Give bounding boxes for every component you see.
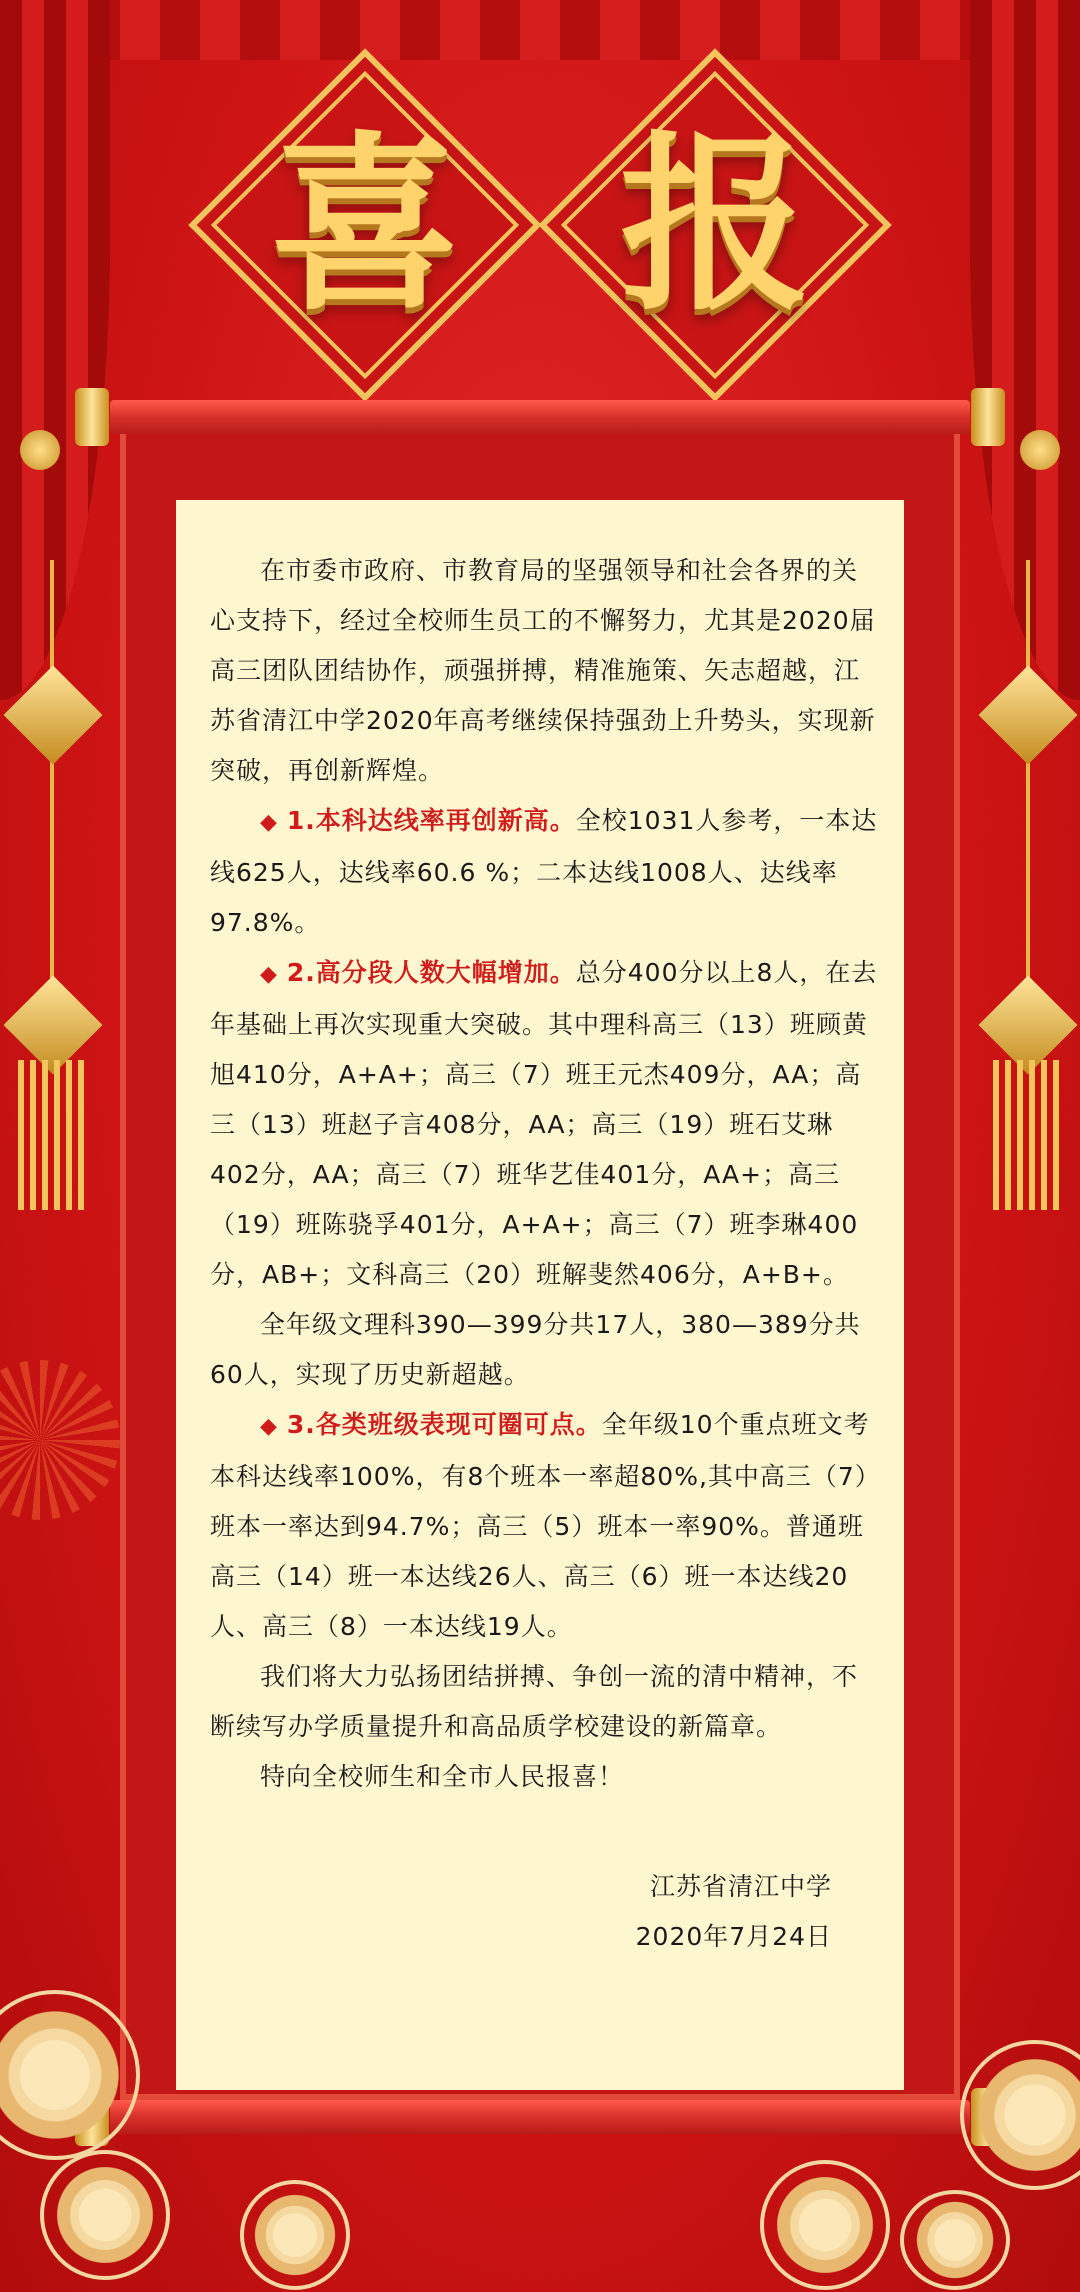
- curtain-tieback-left: [20, 430, 60, 470]
- flower-decoration: [40, 2150, 170, 2280]
- section-heading: 1.本科达线率再创新高。: [286, 806, 576, 835]
- curtain-left: [0, 0, 110, 700]
- title-char-bao: 报: [619, 113, 810, 336]
- curtain-top: [0, 0, 1080, 60]
- section-1: [210, 796, 882, 948]
- section-2: [210, 948, 882, 1300]
- flower-decoration: [900, 2190, 1010, 2290]
- tassel-fringe-right: [993, 1060, 1063, 1210]
- section-heading: 3.各类班级表现可圈可点。: [286, 1410, 602, 1439]
- closing-paragraph: 我们将大力弘扬团结拼搏、争创一流的清中精神，不断续写办学质量提升和高品质学校建设的新篇章。: [210, 1662, 859, 1741]
- signature: 江苏省清江中学: [649, 1872, 832, 1901]
- announcement-paper: [176, 500, 904, 2090]
- curtain-right: [970, 0, 1080, 700]
- bullet-icon: ◆: [260, 810, 278, 835]
- section-text: 全年级文理科390—399分共17人，380—389分共60人，实现了历史新超越。: [210, 1310, 861, 1389]
- tassel-string-right: [1026, 560, 1030, 1000]
- cheer-line: 特向全校师生和全市人民报喜！: [260, 1762, 625, 1791]
- section-3: [210, 1400, 882, 1652]
- flower-decoration: [960, 2040, 1080, 2190]
- scroll-cap-top-right: [971, 388, 1005, 446]
- flower-decoration: [760, 2160, 890, 2290]
- tassel-fringe-left: [18, 1060, 88, 1210]
- section-text: 总分400分以上8人，在去年基础上再次实现重大突破。其中理科高三（13）班顾黄旭410分，A+A+；高三（7）班王元杰409分，AA；高三（13）班赵子言408分，AA；高三（19）班石艾琳402分，AA；高三（7）班华艺佳401分，AA+；高三（19）班陈骁孚401分，A+A+；高三（7）班李琳400分，AB+；文科高三（20）班解斐然406分，A+B+。: [210, 958, 878, 1289]
- scroll-rod-bottom: [110, 2100, 970, 2134]
- curtain-tieback-right: [1020, 430, 1060, 470]
- scroll-rod-top: [110, 400, 970, 434]
- bullet-icon: ◆: [260, 1414, 278, 1439]
- section-text: 全校1031人参考，一本达线625人，达线率60.6 %；二本达线1008人、达线率97.8%。: [210, 806, 878, 937]
- signature-date: 2020年7月24日: [635, 1922, 832, 1951]
- title-char-xi: 喜: [269, 113, 460, 336]
- firework-decoration: [0, 1360, 120, 1520]
- scroll-cap-top-left: [75, 388, 109, 446]
- flower-decoration: [0, 1990, 140, 2160]
- flower-decoration: [240, 2180, 350, 2290]
- intro-paragraph: 在市委市政府、市教育局的坚强领导和社会各界的关心支持下，经过全校师生员工的不懈努力，尤其是2020届高三团队团结协作，顽强拼搏，精准施策、矢志超越，江苏省清江中学2020年高考继续保持强劲上升势头，实现新突破，再创新辉煌。: [210, 556, 876, 785]
- section-text: 全年级10个重点班文考本科达线率100%，有8个班本一率超80%,其中高三（7）班本一率达到94.7%；高三（5）班本一率90%。普通班高三（14）班一本达线26人、高三（6）班一本达线20人、高三（8）一本达线19人。: [210, 1410, 881, 1641]
- section-2-extra: [210, 1300, 882, 1400]
- bullet-icon: ◆: [260, 962, 278, 987]
- tassel-string-left: [50, 560, 54, 1000]
- section-heading: 2.高分段人数大幅增加。: [286, 958, 576, 987]
